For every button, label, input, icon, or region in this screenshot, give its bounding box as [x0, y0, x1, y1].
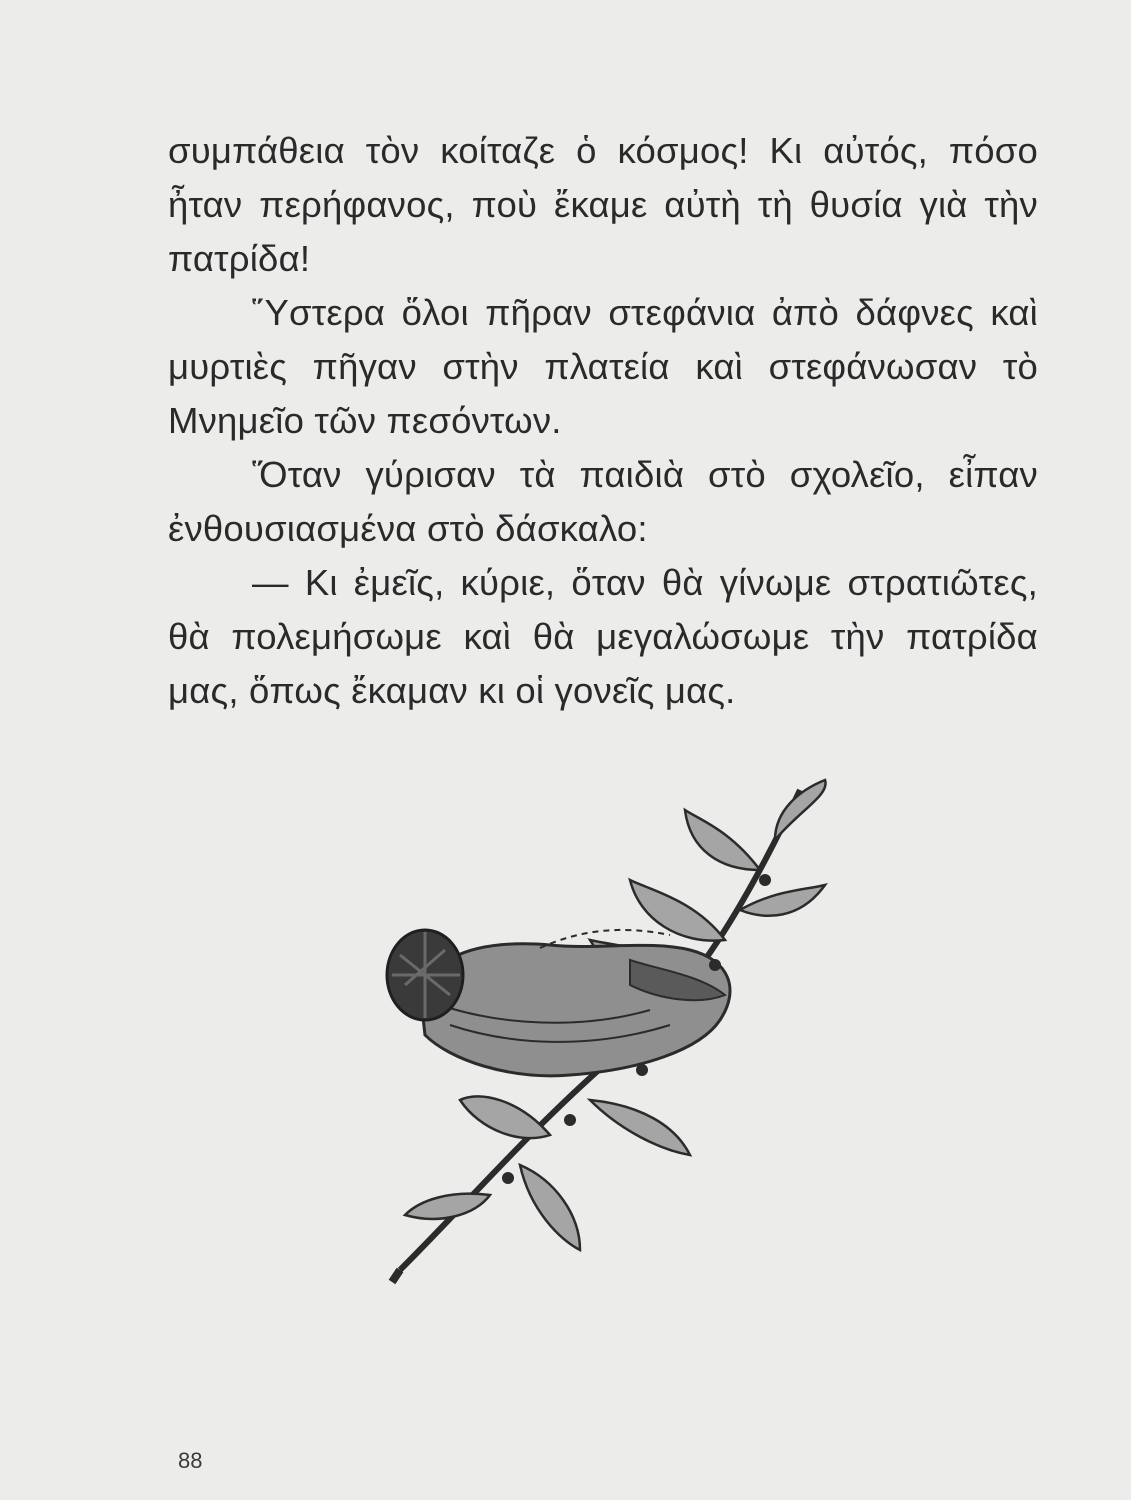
- tsarouchi-shoe: [420, 930, 730, 1076]
- shoe-with-laurel-branch-icon: [380, 770, 840, 1290]
- paragraph-4-dialogue: — Κι ἐμεῖς, κύριε, ὅταν θὰ γίνωμε στρατιῶτες, θὰ πολεμήσωμε καὶ θὰ μεγαλώσωμε τὴν πατρίδα μας, ὅπως ἔκαμαν κι οἱ γονεῖς μας.: [168, 562, 1038, 711]
- shoe-pompom: [387, 930, 463, 1020]
- page-body-text: [168, 124, 1038, 718]
- paragraph-1: συμπάθεια τὸν κοίταζε ὁ κόσμος! Κι αὐτός, πόσο ἦταν περήφανος, ποὺ ἔκαμε αὐτὴ τὴ θυσία γιὰ τὴν πατρίδα!: [168, 130, 1038, 279]
- page-number: 88: [178, 1448, 203, 1473]
- paragraph-3: Ὅταν γύρισαν τὰ παιδιὰ στὸ σχολεῖο, εἶπαν ἐνθουσιασμένα στὸ δάσκαλο:: [168, 454, 1038, 549]
- paragraph-2: Ὕστερα ὅλοι πῆραν στεφάνια ἀπὸ δάφνες καὶ μυρτιὲς πῆγαν στὴν πλατεία καὶ στεφάνωσαν τὸ Μνημεῖο τῶν πεσόντων.: [168, 292, 1038, 441]
